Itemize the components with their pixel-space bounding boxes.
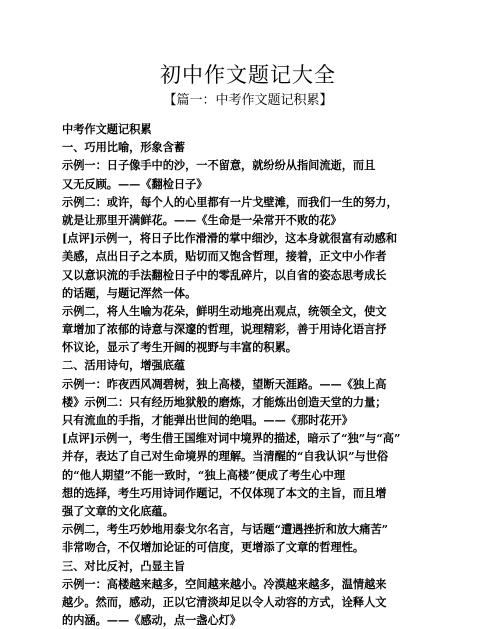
body-line: 的“他人期望”不能一致时，“独上高楼”便成了考生心中理: [62, 467, 346, 482]
body-line: 中考作文题记积累: [62, 122, 152, 136]
body-line: 示例一：日子像手中的沙，一不留意，就纷纷从指间流逝，而且: [62, 158, 376, 173]
body-line: 想的选择，考生巧用诗词作题记，不仅体现了本文的主旨，而且增: [62, 485, 387, 500]
body-line: 示例二，将人生喻为花朵，鲜明生动地亮出观点，统领全文，使文: [62, 303, 387, 318]
body-line: 非常吻合，不仅增加论证的可信度，更增添了文章的哲理性。: [62, 540, 365, 555]
body-line: 并存，表达了自己对生命境界的理解。当清醒的“自我认识”与世俗: [62, 449, 389, 464]
body-line: 只有流血的手指，才能弹出世间的绝唱。——《那时花开》: [62, 413, 353, 427]
body-line: 示例一：高楼越来越多，空间越来越小。冷漠越来越多，温情越来: [62, 576, 387, 591]
body-line: 二、活用诗句，增强底蕴: [62, 358, 186, 373]
body-line: [点评]示例一，考生借王国维对词中境界的描述，暗示了“独”与“高”: [62, 431, 401, 446]
body-line: 美感，点出日子之本质，贴切而又饱含哲理，接着，正文中小作者: [62, 249, 387, 264]
body-line: 怀议论，显示了考生开阔的视野与丰富的积累。: [62, 340, 297, 355]
body-line: 强了文章的文化底蕴。: [62, 503, 174, 518]
body-line: 章增加了浓郁的诗意与深邃的哲理，说理精彩，善于用诗化语言抒: [62, 322, 387, 337]
document-body: [62, 120, 482, 629]
body-line: 示例二，考生巧妙地用泰戈尔名言，与话题“遭遇挫折和放大痛苦”: [62, 522, 389, 537]
body-line: [点评]示例一，将日子比作滑滑的掌中细沙，这本身就很富有动感和: [62, 231, 398, 246]
body-line: 又无反顾。——《翻检日子》: [62, 176, 208, 191]
body-line: 示例二：或许，每个人的心里都有一片戈壁滩，而我们一生的努力，: [62, 194, 398, 209]
body-line: 示例一：昨夜西风凋碧树，独上高楼，望断天涯路。——《独上高: [62, 376, 387, 391]
document-title: 初中作文题记大全: [160, 63, 336, 87]
body-line: 的话题，与题记浑然一体。: [62, 285, 197, 300]
section-heading: 【篇一：中考作文题记积累】: [163, 93, 333, 108]
body-line: 就是让那里开满鲜花。——《生命是一朵常开不败的花》: [62, 212, 342, 227]
body-line: 楼》示例二：只有经历地狱般的磨炼，才能炼出创造天堂的力量；: [62, 394, 387, 409]
body-line: 又以意识流的手法翻检日子中的零乱碎片，以自省的姿态思考成长: [62, 267, 387, 282]
body-line: 三、对比反衬，凸显主旨: [62, 558, 186, 573]
body-line: 越少。然而，感动，正以它清淡却足以令人动容的方式，诠释人文: [62, 594, 387, 609]
body-line: 的内涵。——《感动，点一盏心灯》: [62, 613, 242, 628]
body-line: 一、巧用比喻，形象含蓄: [62, 140, 186, 155]
